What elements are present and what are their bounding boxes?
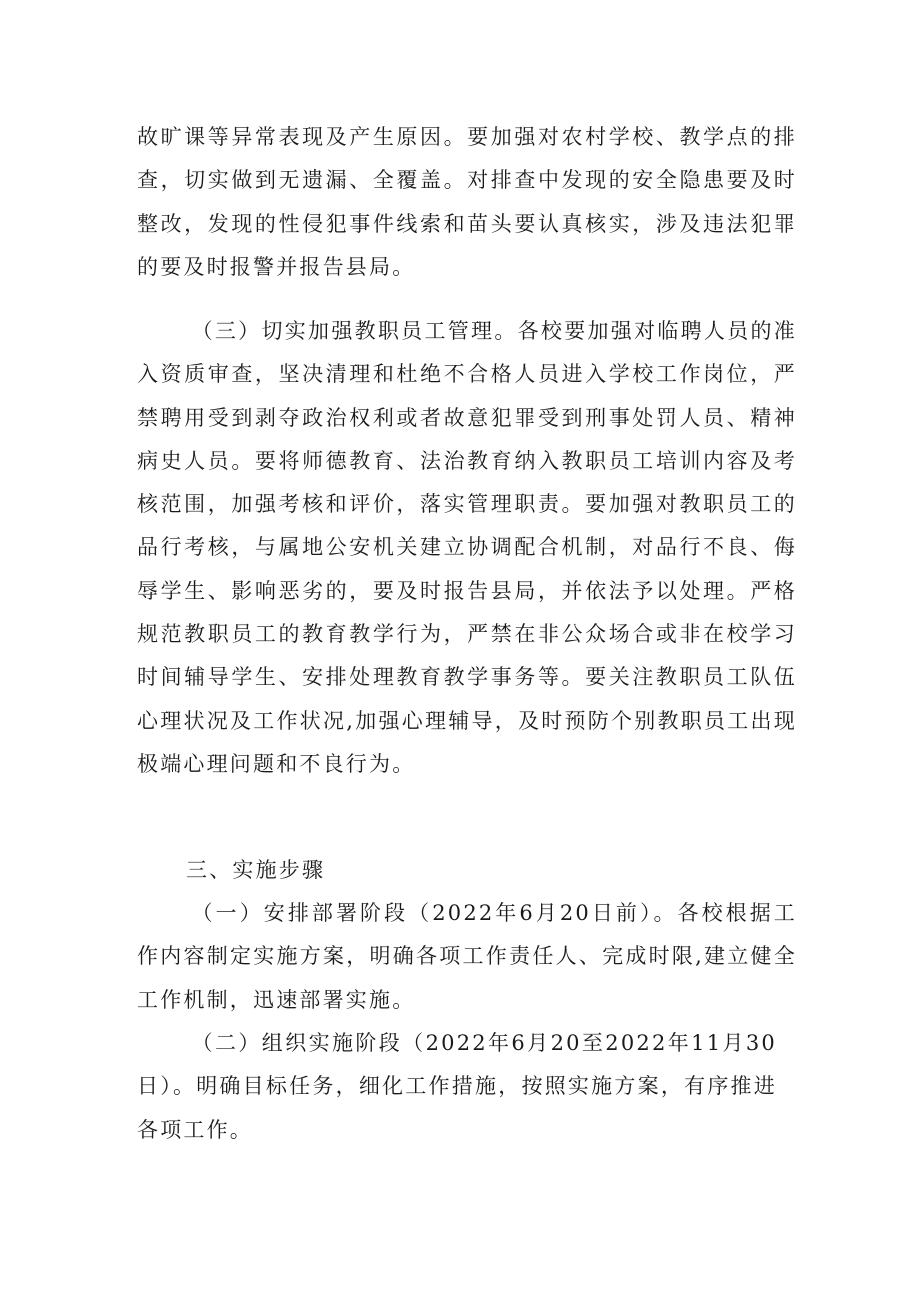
section-heading-implementation-steps: 三、实施步骤	[186, 858, 326, 882]
paragraph-staff-management: （三）切实加强教职员工管理。各校要加强对临聘人员的准入资质审查，坚决清理和杜绝不合格人员进入学校工作岗位，严禁聘用受到剥夺政治权利或者故意犯罪受到刑事处罚人员、精神病史人员。要将师德教育、法治教育纳入教职员工培训内容及考核范围，加强考核和评价，落实管理职责。要加强对教职员工的品行考核，与属地公安机关建立协调配合机制，对品行不良、侮辱学生、影响恶劣的，要及时报告县局，并依法予以处理。严格规范教职员工的教育教学行为，严禁在非公众场合或非在校学习时间辅导学生、安排处理教育教学事务等。要关注教职员工队伍心理状况及工作状况,加强心理辅导，及时预防个别教职员工出现极端心理问题和不良行为。	[137, 319, 797, 776]
paragraph-continuation: 故旷课等异常表现及产生原因。要加强对农村学校、教学点的排查，切实做到无遗漏、全覆盖。对排查中发现的安全隐患要及时整改，发现的性侵犯事件线索和苗头要认真核实，涉及违法犯罪的要及时报警并报告县局。	[137, 125, 797, 279]
paragraph-implementation-stage: （二）组织实施阶段（2022年6月20至2022年11月30日）。明确目标任务，细化工作措施，按照实施方案，有序推进各项工作。	[137, 1031, 777, 1142]
paragraph-deployment-stage: （一）安排部署阶段（2022年6月20日前）。各校根据工作内容制定实施方案，明确各项工作责任人、完成时限,建立健全工作机制，迅速部署实施。	[137, 901, 797, 1012]
